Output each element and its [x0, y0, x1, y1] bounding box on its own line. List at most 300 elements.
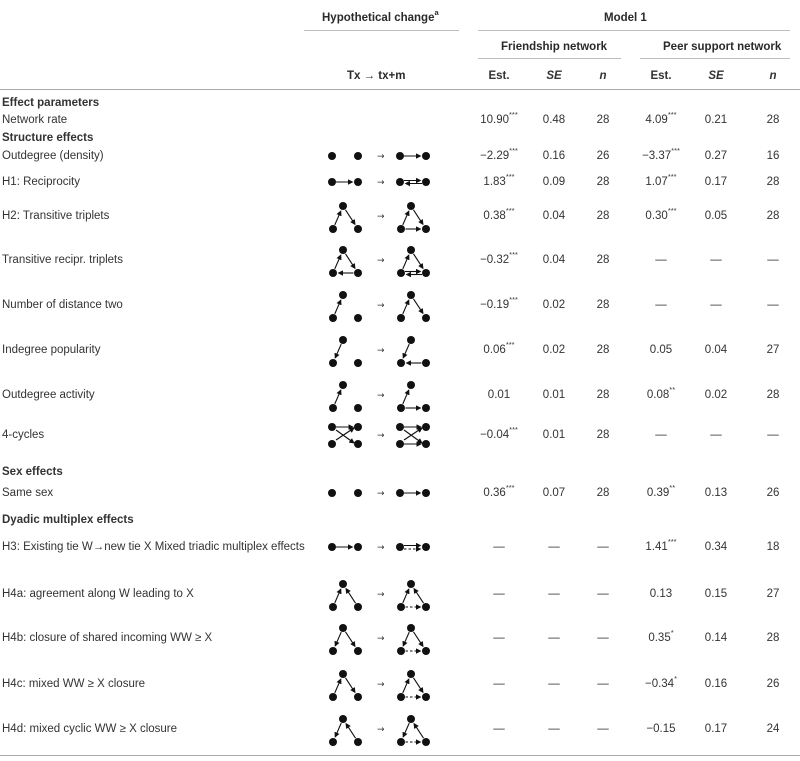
section-label: Effect parameters	[2, 97, 100, 109]
transition-arrow-icon: →	[377, 543, 385, 553]
node-dot	[396, 440, 404, 448]
cell-value: —	[548, 541, 560, 553]
cell-value: —	[655, 254, 667, 266]
col-n-1: n	[599, 70, 607, 82]
node-dot	[329, 693, 337, 701]
cell-est-peer	[644, 674, 678, 691]
table-bottom-rule	[0, 755, 800, 756]
row-label: Same sex	[2, 487, 54, 499]
row-label: Network rate	[2, 114, 68, 126]
row-label: H4c: mixed WW ≥ X closure	[2, 678, 146, 690]
significance-stars: **	[669, 385, 676, 394]
node-dot	[328, 423, 336, 431]
node-dot	[339, 715, 347, 723]
diagram-after	[397, 624, 430, 655]
row-label: H4d: mixed cyclic WW ≥ X closure	[2, 723, 178, 735]
cell-est-friendship	[493, 677, 505, 691]
cell-value: 27	[766, 344, 780, 356]
cell-value: 0.17	[704, 723, 728, 735]
node-dot	[397, 603, 405, 611]
cell-value: —	[493, 588, 505, 600]
transition-arrow-icon: →	[377, 590, 385, 600]
cell-se-friendship	[548, 722, 560, 736]
diagram-after	[397, 580, 430, 611]
tie-arrow	[335, 632, 341, 646]
tie-arrow	[335, 255, 341, 269]
diagram-before	[328, 152, 362, 160]
cell-value: 0.15	[704, 588, 728, 600]
cell-est-peer	[655, 428, 667, 442]
tie-arrow	[345, 678, 355, 693]
diagram-before	[329, 580, 362, 611]
tie-arrow	[403, 632, 409, 646]
node-dot	[354, 152, 362, 160]
cell-est-peer	[645, 206, 677, 223]
transition-arrow-icon: →	[377, 152, 385, 162]
cell-value: 28	[596, 176, 610, 188]
cell-value: 0.30	[645, 210, 668, 222]
node-dot	[329, 359, 337, 367]
cell-est-peer	[645, 172, 677, 189]
cell-se-peer	[705, 722, 727, 736]
cell-se-peer	[705, 149, 727, 163]
tie-arrow	[413, 254, 423, 269]
cell-value: 0.01	[542, 389, 566, 401]
tie-arrow	[336, 430, 354, 443]
tie-arrow	[403, 723, 409, 737]
node-dot	[422, 269, 430, 277]
diagram-before	[329, 202, 362, 233]
node-dot	[354, 647, 362, 655]
tie-arrow	[336, 428, 354, 440]
cell-value: 0.39	[646, 487, 670, 499]
cell-value: 18	[766, 541, 780, 553]
cell-value: —	[493, 723, 505, 735]
cell-value: 28	[766, 210, 780, 222]
col-se-2: SE	[708, 70, 724, 82]
tie-arrow	[413, 632, 423, 647]
node-dot	[397, 314, 405, 322]
col-se-1: SE	[546, 70, 562, 82]
cell-est-friendship	[483, 172, 515, 189]
significance-stars: **	[669, 483, 676, 492]
cell-est-peer	[650, 587, 672, 601]
cell-n-friendship	[597, 298, 610, 312]
row-label: H4b: closure of shared incoming WW ≥ X	[2, 632, 213, 644]
cell-value: −0.19	[480, 299, 510, 311]
cell-value: 16	[766, 150, 780, 162]
transition-arrow-icon: →	[377, 489, 385, 499]
node-dot	[422, 738, 430, 746]
cell-value: 0.13	[704, 487, 728, 499]
section-label: Dyadic multiplex effects	[2, 514, 134, 526]
col-n-2: n	[769, 70, 777, 82]
cell-est-friendship	[493, 540, 505, 554]
cell-value: 28	[766, 114, 780, 126]
cell-value: 28	[596, 254, 610, 266]
diagram-before	[329, 670, 362, 701]
cell-n-peer	[767, 428, 779, 442]
node-dot	[396, 489, 404, 497]
cell-value: 28	[766, 632, 780, 644]
significance-stars: ***	[671, 146, 680, 155]
row-label: Transitive recipr. triplets	[2, 254, 123, 266]
node-dot	[407, 715, 415, 723]
cell-se-friendship	[543, 209, 565, 223]
hypothetical-change-diagram	[328, 377, 438, 413]
cell-value: −0.15	[646, 723, 676, 735]
node-dot	[329, 314, 337, 322]
header-bottom-rule	[0, 89, 800, 90]
tie-arrow	[335, 589, 341, 603]
node-dot	[422, 359, 430, 367]
hypothetical-change-diagram	[328, 666, 438, 702]
node-dot	[407, 580, 415, 588]
tie-arrow	[346, 589, 356, 604]
transition-arrow-icon: →	[377, 256, 385, 266]
cell-est-friendship	[493, 722, 505, 736]
cell-value: 0.21	[704, 114, 728, 126]
cell-value: —	[597, 541, 609, 553]
cell-est-friendship	[480, 146, 518, 163]
cell-value: −0.32	[480, 254, 510, 266]
cell-value: 0.16	[542, 150, 566, 162]
cell-n-peer	[767, 587, 780, 601]
cell-n-peer	[767, 722, 780, 736]
cell-value: 26	[596, 150, 610, 162]
cell-value: 0.01	[542, 429, 566, 441]
friendship-network-header: Friendship network	[501, 41, 608, 53]
hypothetical-change-diagram	[328, 576, 438, 612]
transition-arrow-icon: →	[377, 301, 385, 311]
diagram-before	[328, 489, 362, 497]
cell-n-peer	[767, 253, 779, 267]
transition-arrow-icon: →	[377, 346, 385, 356]
significance-stars: ***	[667, 172, 677, 181]
cell-value: —	[548, 588, 560, 600]
cell-value: —	[597, 588, 609, 600]
cell-se-peer	[705, 587, 727, 601]
cell-value: −2.29	[480, 150, 510, 162]
cell-n-friendship	[597, 587, 609, 601]
hypothetical-change-diagram	[328, 173, 438, 191]
cell-n-peer	[767, 631, 780, 645]
row-label: Indegree popularity	[2, 344, 101, 356]
diagram-before	[328, 178, 362, 186]
cell-n-friendship	[597, 343, 610, 357]
cell-est-friendship	[480, 250, 518, 267]
cell-est-peer	[645, 537, 677, 554]
row-label: H4a: agreement along W leading to X	[2, 588, 194, 600]
cell-n-peer	[767, 113, 780, 127]
cell-se-peer	[710, 253, 722, 267]
cell-value: 0.48	[542, 114, 566, 126]
cell-se-friendship	[543, 298, 565, 312]
cell-se-friendship	[543, 486, 565, 500]
hypothetical-change-diagram	[328, 147, 438, 165]
node-dot	[397, 225, 405, 233]
cell-n-peer	[767, 388, 780, 402]
node-dot	[396, 543, 404, 551]
cell-est-friendship	[483, 206, 515, 223]
diagram-after	[396, 489, 430, 497]
node-dot	[407, 246, 415, 254]
node-dot	[329, 647, 337, 655]
cell-value: —	[710, 429, 722, 441]
tie-arrow	[403, 344, 409, 358]
node-dot	[354, 543, 362, 551]
cell-value: —	[548, 632, 560, 644]
cell-se-friendship	[548, 587, 560, 601]
node-dot	[328, 543, 336, 551]
node-dot	[407, 291, 415, 299]
cell-value: —	[597, 678, 609, 690]
cell-n-friendship	[597, 388, 610, 402]
node-dot	[407, 670, 415, 678]
node-dot	[329, 603, 337, 611]
cell-value: 28	[596, 299, 610, 311]
transition-arrow-icon: →	[377, 725, 385, 735]
diagram-before	[329, 246, 362, 277]
node-dot	[422, 152, 430, 160]
tie-arrow	[335, 300, 341, 314]
cell-value: 0.14	[704, 632, 728, 644]
row-label: Number of distance two	[2, 299, 123, 311]
cell-value: 0.36	[483, 487, 506, 499]
cell-value: 0.13	[649, 588, 673, 600]
cell-value: 0.27	[704, 150, 728, 162]
cell-value: —	[655, 299, 667, 311]
cell-se-friendship	[548, 631, 560, 645]
node-dot	[422, 225, 430, 233]
node-dot	[339, 381, 347, 389]
hypothetical-change-diagram	[328, 198, 438, 234]
cell-value: 0.17	[704, 176, 728, 188]
cell-value: 26	[766, 487, 780, 499]
diagram-after	[396, 423, 430, 448]
cell-value: −0.04	[480, 429, 510, 441]
cell-n-friendship	[597, 722, 609, 736]
hypothetical-change-diagram	[328, 332, 438, 368]
cell-value: 0.06	[483, 344, 506, 356]
cell-n-friendship	[597, 486, 610, 500]
diagram-after	[397, 202, 430, 233]
section-label: Sex effects	[2, 466, 63, 478]
cell-value: —	[493, 632, 505, 644]
diagram-before	[328, 543, 362, 551]
node-dot	[422, 404, 430, 412]
cell-se-peer	[710, 298, 722, 312]
cell-est-peer	[646, 385, 676, 402]
node-dot	[422, 693, 430, 701]
cell-value: 24	[766, 723, 780, 735]
row-label: 4-cycles	[2, 429, 45, 441]
transition-arrow-icon: →	[377, 634, 385, 644]
cell-se-peer	[705, 540, 727, 554]
node-dot	[422, 647, 430, 655]
cell-value: —	[548, 678, 560, 690]
tie-arrow	[413, 299, 423, 314]
cell-n-friendship	[597, 631, 609, 645]
cell-value: —	[710, 254, 722, 266]
cell-value: 0.04	[542, 254, 566, 266]
peer-support-network-header: Peer support network	[663, 41, 782, 53]
diagram-before	[329, 715, 362, 746]
node-dot	[328, 440, 336, 448]
tie-arrow	[335, 390, 341, 404]
cell-n-peer	[767, 540, 780, 554]
transition-arrow-icon: →	[377, 178, 385, 188]
cell-est-friendship	[480, 110, 518, 127]
transition-arrow-icon: →	[377, 680, 385, 690]
tie-arrow	[404, 430, 422, 443]
tie-arrow	[346, 724, 356, 739]
node-dot	[354, 489, 362, 497]
hypothetical-change-diagram	[328, 620, 438, 656]
significance-stars: ***	[509, 110, 518, 119]
cell-value: 0.02	[704, 389, 728, 401]
significance-stars: ***	[509, 250, 518, 259]
node-dot	[354, 225, 362, 233]
tie-arrow	[335, 723, 341, 737]
node-dot	[422, 178, 430, 186]
diagram-after	[397, 381, 430, 412]
significance-stars: ***	[667, 110, 677, 119]
tie-arrow	[404, 428, 422, 440]
col-est-1: Est.	[488, 70, 510, 82]
cell-n-friendship	[597, 428, 610, 442]
node-dot	[328, 152, 336, 160]
node-dot	[407, 381, 415, 389]
cell-est-friendship	[493, 631, 505, 645]
cell-n-peer	[767, 343, 780, 357]
cell-est-peer	[646, 722, 675, 736]
transition-arrow-icon: →	[377, 391, 385, 401]
cell-n-peer	[767, 298, 779, 312]
node-dot	[397, 647, 405, 655]
cell-value: 0.05	[649, 344, 673, 356]
cell-se-peer	[705, 677, 727, 691]
transition-arrow-icon: →	[377, 212, 385, 222]
cell-value: 28	[596, 487, 610, 499]
cell-value: 0.35	[648, 632, 671, 644]
cell-se-friendship	[543, 343, 565, 357]
cell-est-friendship	[480, 295, 518, 312]
cell-n-friendship	[597, 149, 610, 163]
transition-header: Tx → tx+m	[347, 70, 406, 82]
hypothetical-change-diagram	[328, 711, 438, 747]
cell-value: 0.07	[542, 487, 566, 499]
cell-value: 28	[596, 344, 610, 356]
cell-value: 28	[596, 389, 610, 401]
friendship-rule	[478, 58, 621, 59]
diagram-after	[396, 152, 430, 160]
node-dot	[328, 489, 336, 497]
hypothetical-change-header: Hypothetical change$^a$	[322, 8, 439, 24]
cell-n-friendship	[597, 175, 610, 189]
tie-arrow	[403, 211, 409, 225]
cell-n-friendship	[597, 677, 609, 691]
cell-se-friendship	[543, 428, 565, 442]
cell-value: 4.09	[645, 114, 668, 126]
cell-value: −3.37	[642, 150, 672, 162]
cell-value: 1.83	[483, 176, 506, 188]
significance-stars: ***	[505, 172, 515, 181]
node-dot	[354, 693, 362, 701]
cell-n-peer	[767, 209, 780, 223]
cell-n-peer	[767, 149, 780, 163]
diagram-after	[397, 291, 430, 322]
diagram-before	[329, 291, 362, 322]
cell-se-peer	[705, 388, 727, 402]
node-dot	[329, 225, 337, 233]
cell-value: 0.02	[542, 344, 566, 356]
row-label: H1: Reciprocity	[2, 176, 80, 188]
cell-value: —	[655, 429, 667, 441]
cell-est-peer	[645, 110, 677, 127]
col-est-2: Est.	[650, 70, 672, 82]
node-dot	[396, 178, 404, 186]
node-dot	[339, 336, 347, 344]
node-dot	[397, 404, 405, 412]
cell-n-friendship	[597, 253, 610, 267]
node-dot	[397, 738, 405, 746]
diagram-after	[397, 715, 430, 746]
cell-n-friendship	[597, 540, 609, 554]
node-dot	[339, 246, 347, 254]
cell-est-friendship	[483, 340, 515, 357]
node-dot	[354, 314, 362, 322]
cell-se-friendship	[543, 113, 565, 127]
node-dot	[422, 423, 430, 431]
significance-stars: ***	[505, 206, 515, 215]
cell-value: 28	[596, 114, 610, 126]
model-header: Model 1	[604, 12, 647, 24]
cell-se-peer	[710, 428, 722, 442]
node-dot	[397, 359, 405, 367]
hypothetical-change-diagram	[328, 419, 438, 451]
significance-stars: ***	[667, 206, 677, 215]
cell-se-friendship	[548, 677, 560, 691]
node-dot	[354, 404, 362, 412]
significance-stars: ***	[509, 146, 518, 155]
cell-se-friendship	[543, 149, 565, 163]
cell-est-friendship	[493, 587, 505, 601]
cell-value: 0.38	[483, 210, 506, 222]
row-label: H2: Transitive triplets	[2, 210, 110, 222]
tie-arrow	[414, 589, 424, 604]
node-dot	[396, 423, 404, 431]
cell-value: 10.90	[480, 114, 510, 126]
cell-value: 28	[766, 176, 780, 188]
cell-value: 1.41	[645, 541, 668, 553]
cell-se-friendship	[543, 253, 565, 267]
cell-value: —	[597, 723, 609, 735]
cell-value: —	[767, 254, 779, 266]
node-dot	[354, 440, 362, 448]
diagram-after	[397, 670, 430, 701]
node-dot	[339, 624, 347, 632]
tie-arrow	[403, 679, 409, 693]
cell-value: 28	[596, 429, 610, 441]
cell-se-peer	[705, 175, 727, 189]
cell-value: 26	[766, 678, 780, 690]
cell-value: 0.04	[542, 210, 566, 222]
tie-arrow	[335, 344, 341, 358]
cell-value: 0.08	[646, 389, 670, 401]
cell-n-peer	[767, 175, 780, 189]
node-dot	[354, 359, 362, 367]
